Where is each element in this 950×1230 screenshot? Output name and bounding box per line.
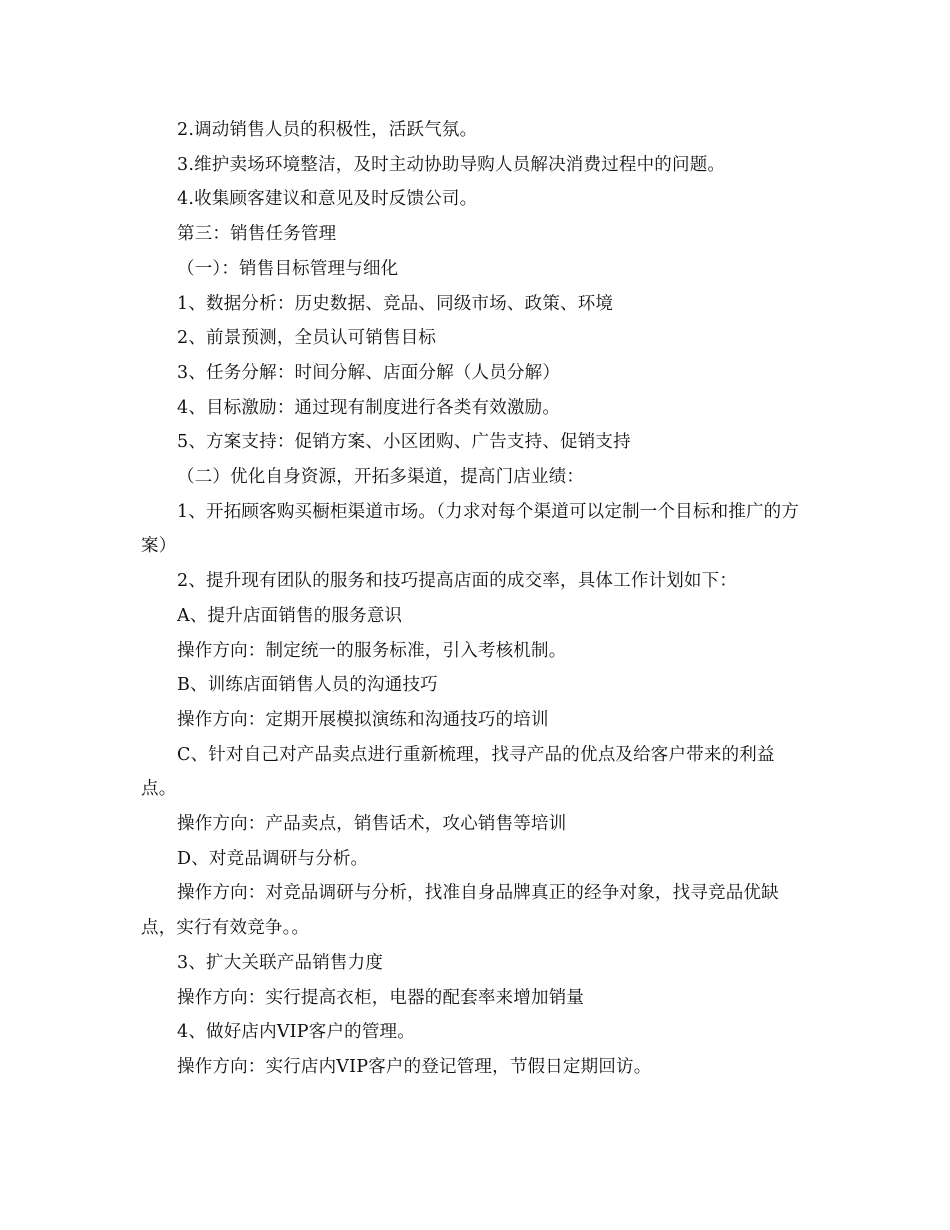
paragraph: 操作方向：定期开展模拟演练和沟通技巧的培训 <box>177 709 549 730</box>
paragraph: 1、开拓顾客购买橱柜渠道市场。（力求对每个渠道可以定制一个目标和推广的方案） <box>141 501 800 557</box>
document-body <box>141 113 806 1085</box>
section-heading: 第三：销售任务管理 <box>177 224 337 245</box>
paragraph: 3、扩大关联产品销售力度 <box>177 952 384 973</box>
subsection-heading: （二）优化自身资源，开拓多渠道，提高门店业绩： <box>177 467 585 488</box>
paragraph: 3.维护卖场环境整洁，及时主动协助导购人员解决消费过程中的问题。 <box>177 154 726 175</box>
paragraph: 操作方向：制定统一的服务标准，引入考核机制。 <box>177 640 567 661</box>
paragraph: 2、前景预测，全员认可销售目标 <box>177 328 437 349</box>
paragraph: 操作方向：产品卖点，销售话术，攻心销售等培训 <box>177 814 567 835</box>
paragraph: B、训练店面销售人员的沟通技巧 <box>177 675 438 696</box>
paragraph: 2、提升现有团队的服务和技巧提高店面的成交率，具体工作计划如下： <box>177 571 738 592</box>
paragraph: D、对竞品调研与分析。 <box>177 848 369 869</box>
paragraph: 5、方案支持：促销方案、小区团购、广告支持、促销支持 <box>177 432 631 453</box>
subsection-heading: （一）：销售目标管理与细化 <box>177 258 399 279</box>
paragraph: C、针对自己对产品卖点进行重新梳理，找寻产品的优点及给客户带来的利益点。 <box>141 744 775 800</box>
paragraph: 1、数据分析：历史数据、竞品、同级市场、政策、环境 <box>177 293 614 314</box>
paragraph: 4.收集顾客建议和意见及时反馈公司。 <box>177 189 478 210</box>
paragraph: 4、目标激励：通过现有制度进行各类有效激励。 <box>177 397 561 418</box>
paragraph: A、提升店面销售的服务意识 <box>177 605 403 626</box>
paragraph: 操作方向：对竞品调研与分析，找准自身品牌真正的经争对象，找寻竞品优缺点，实行有效竞争。。 <box>141 883 779 939</box>
paragraph: 2.调动销售人员的积极性，活跃气氛。 <box>177 120 478 140</box>
paragraph: 4、做好店内VIP客户的管理。 <box>177 1022 415 1043</box>
paragraph: 3、任务分解：时间分解、店面分解（人员分解） <box>177 362 561 383</box>
paragraph: 操作方向：实行提高衣柜，电器的配套率来增加销量 <box>177 987 585 1008</box>
paragraph: 操作方向：实行店内VIP客户的登记管理，节假日定期回访。 <box>177 1056 652 1077</box>
